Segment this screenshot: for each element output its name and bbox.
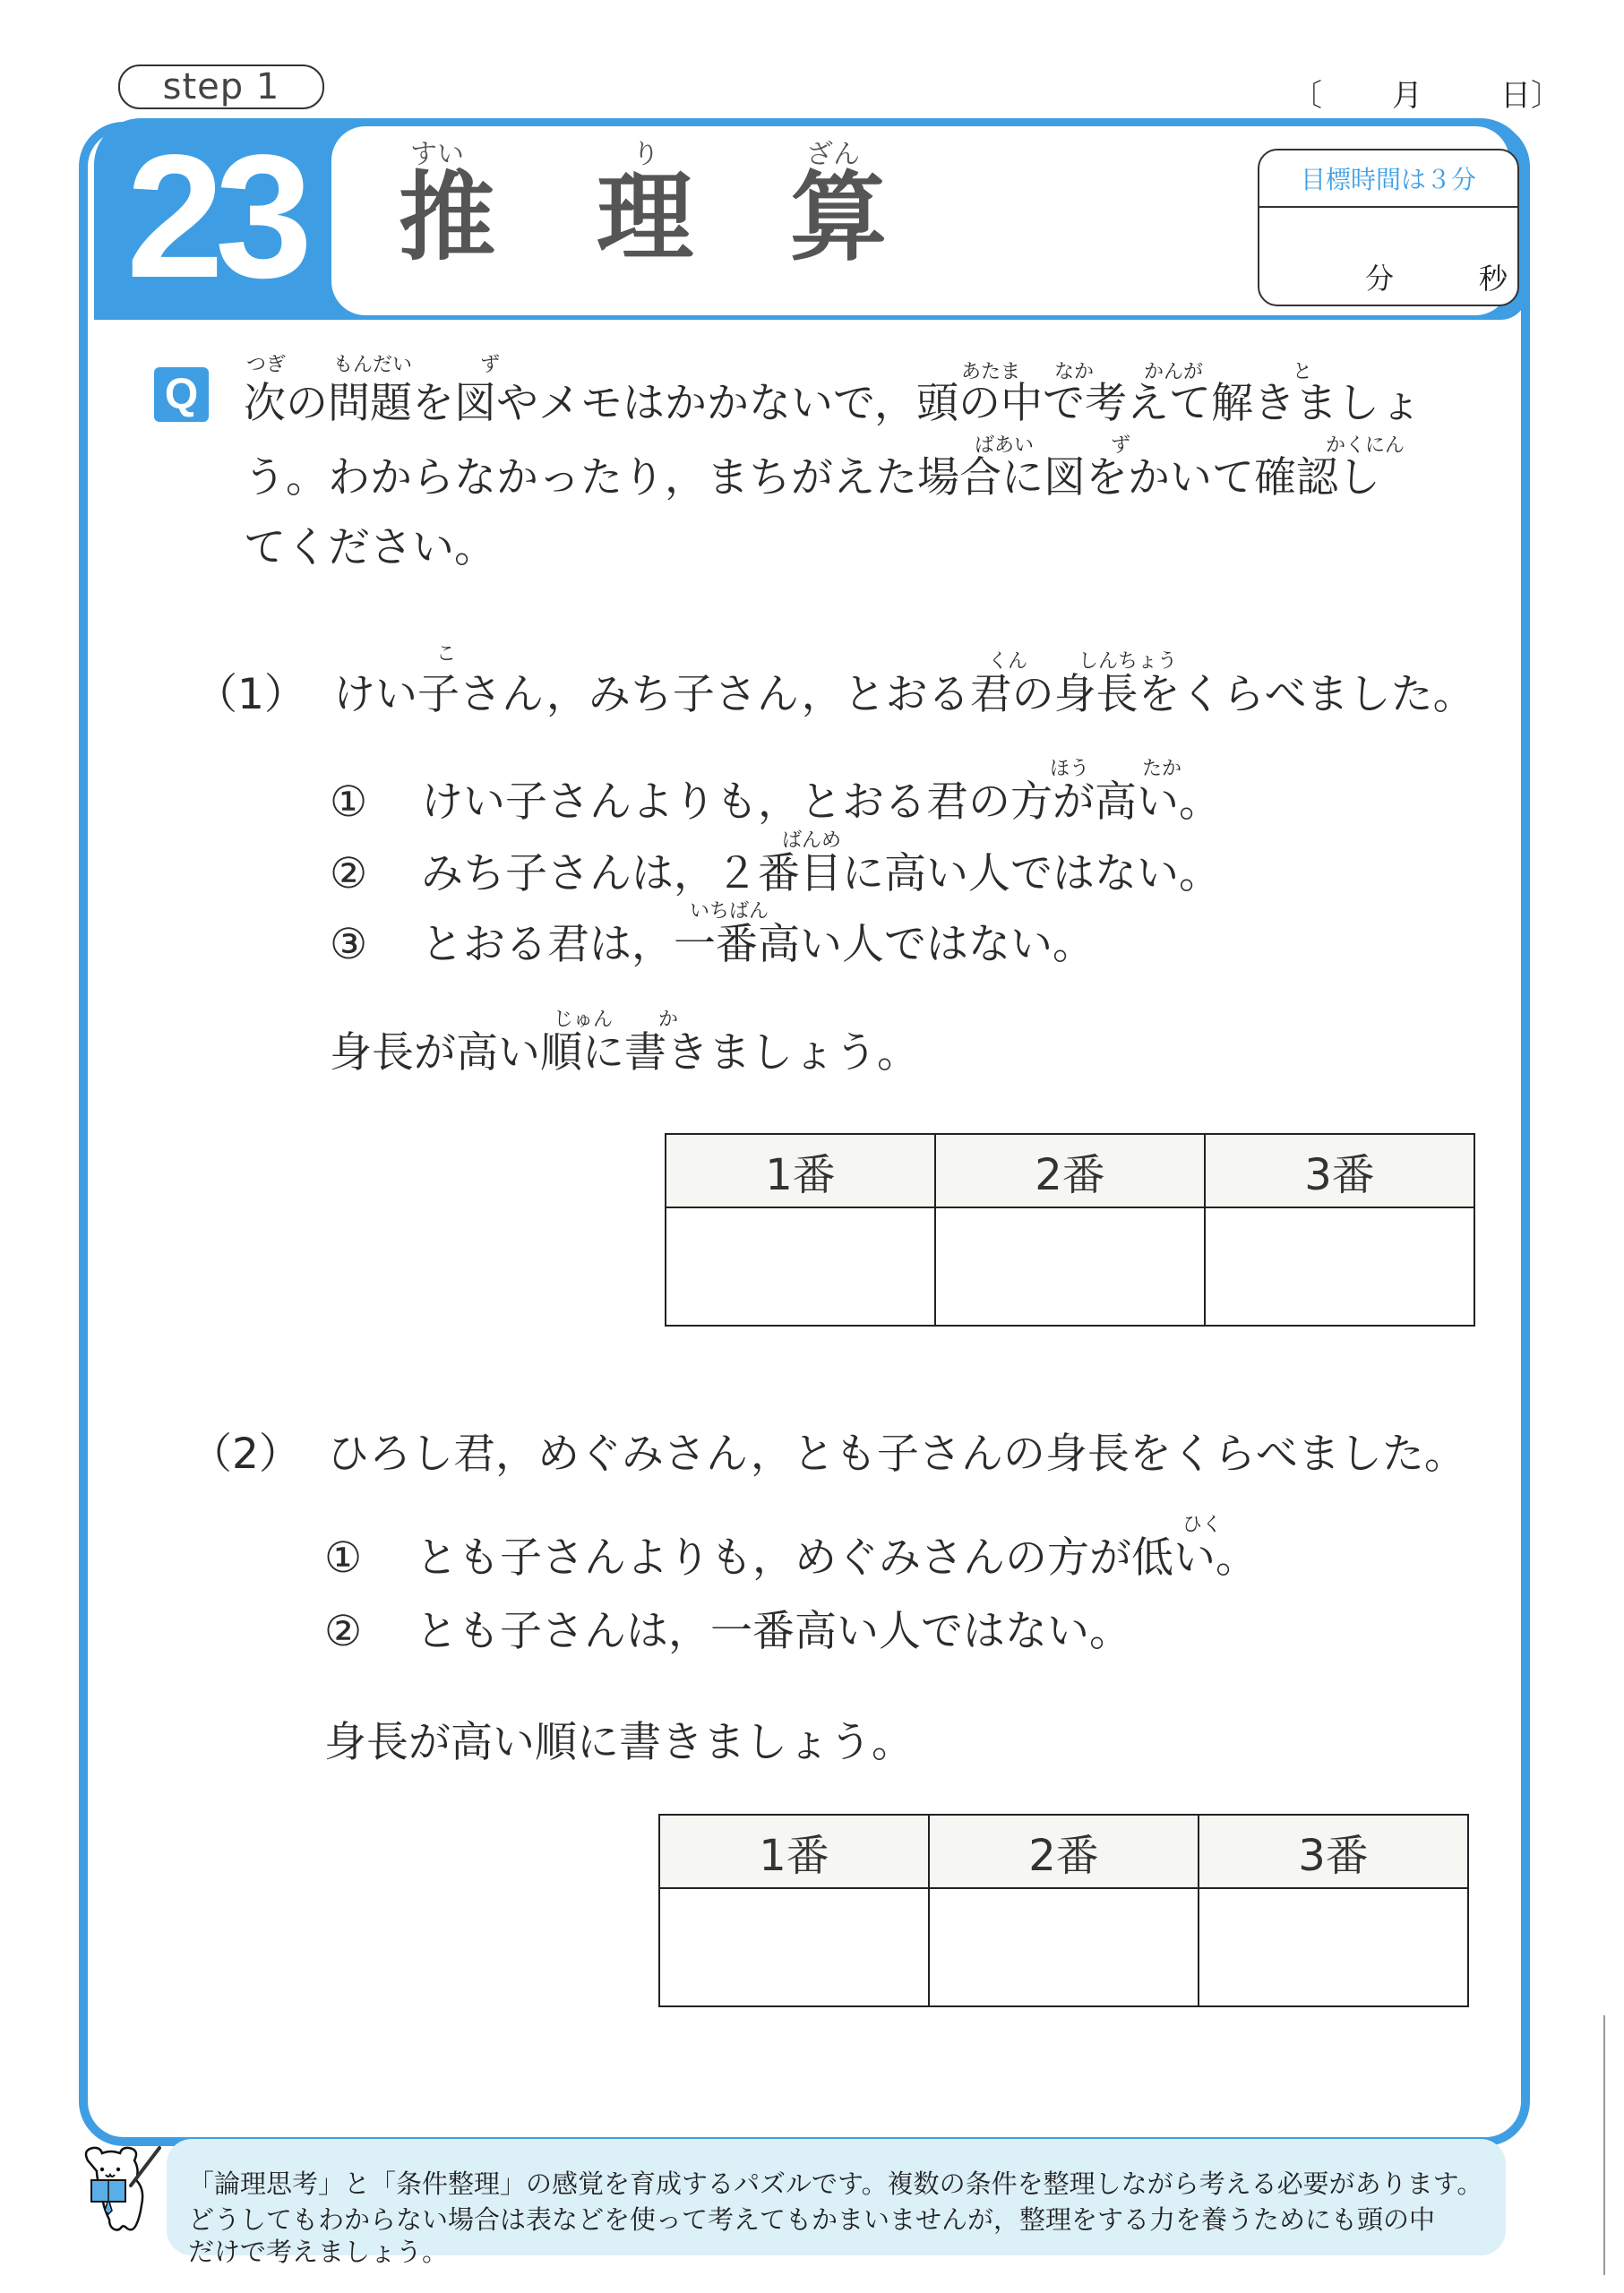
page-title-char: 理: [597, 162, 694, 274]
ruby: たか: [1142, 758, 1182, 780]
condition-marker: ②: [324, 1607, 363, 1656]
ruby: かくにん: [1326, 434, 1405, 457]
page-title-char: 算: [790, 162, 888, 274]
minutes-unit: 分: [1365, 262, 1395, 296]
table-header: 3番: [1205, 1134, 1474, 1207]
ruby: と: [1293, 361, 1313, 383]
condition-marker: ①: [324, 1533, 363, 1583]
condition-marker: ②: [330, 849, 368, 898]
footer-text: だけで考えましょう。: [188, 2237, 449, 2267]
problem-prompt: 身長が高い順に書きましょう。: [330, 1028, 919, 1078]
instruction-line: 次の問題を図やメモはかかないで，頭の中で考えて解きましょ: [244, 379, 1422, 428]
ruby: か: [658, 1009, 679, 1031]
scan-edge-divider: [1603, 2015, 1605, 2275]
target-time-label: 目標時間は３分: [1259, 150, 1517, 208]
ruby: つぎ: [246, 354, 287, 376]
lesson-number: 23: [125, 118, 304, 314]
footer-text: どうしてもわからない場合は表などを使って考えてもかまいませんが，整理をする力を養うためにも頭の中: [188, 2204, 1436, 2235]
answer-cell-1[interactable]: [666, 1207, 935, 1326]
condition-marker: ①: [330, 777, 368, 827]
ruby: しんちょう: [1078, 650, 1178, 673]
problem-statement: ひろし君，めぐみさん，とも子さんの身長をくらべました。: [327, 1430, 1466, 1479]
table-header: 2番: [929, 1815, 1199, 1888]
ruby: こ: [436, 643, 457, 666]
question-icon: Q: [154, 367, 209, 422]
ruby: いちばん: [690, 900, 769, 923]
ruby: くん: [988, 650, 1028, 673]
problem-number: （2）: [190, 1430, 301, 1479]
ruby: じゅん: [554, 1009, 614, 1031]
table-header: 3番: [1199, 1815, 1468, 1888]
condition-text: とも子さんは，一番高い人ではない。: [416, 1607, 1131, 1656]
condition-text: とも子さんよりも，めぐみさんの方が低い。: [416, 1533, 1258, 1583]
table-header: 1番: [666, 1134, 935, 1207]
condition-text: みち子さんは，２番目に高い人ではない。: [421, 849, 1221, 898]
problem-number: （1）: [195, 670, 306, 719]
answer-cell-2[interactable]: [929, 1888, 1199, 2006]
condition-text: けい子さんよりも，とおる君の方が高い。: [421, 777, 1221, 827]
target-time-box: [1258, 149, 1519, 306]
condition-text: とおる君は，一番高い人ではない。: [421, 920, 1095, 969]
condition-marker: ③: [330, 920, 368, 969]
ruby: ず: [480, 354, 501, 376]
ruby: なか: [1054, 361, 1095, 383]
problem-prompt: 身長が高い順に書きましょう。: [324, 1718, 914, 1767]
table-header: 1番: [659, 1815, 929, 1888]
ruby: ほう: [1050, 758, 1090, 780]
ruby: ひく: [1182, 1514, 1223, 1536]
table-header: 2番: [935, 1134, 1205, 1207]
seconds-unit: 秒: [1479, 262, 1508, 296]
ruby: ず: [1111, 434, 1131, 457]
instruction-line: てください。: [244, 523, 496, 572]
ruby: もんだい: [333, 354, 413, 376]
footer-text: 「論理思考」と「条件整理」の感覚を育成するパズルです。複数の条件を整理しながら考える必要があります。: [188, 2168, 1483, 2199]
problem-statement: けい子さん，みち子さん，とおる君の身長をくらべました。: [333, 670, 1475, 719]
ruby: あたま: [961, 361, 1021, 383]
bear-mascot-icon: [72, 2143, 170, 2241]
page-title-char: 推: [399, 162, 496, 274]
answer-cell-1[interactable]: [659, 1888, 929, 2006]
date-month-label: 月: [1392, 78, 1422, 114]
date-day-label: 日〕: [1500, 78, 1561, 114]
title-ruby: り: [632, 139, 659, 170]
title-ruby: すい: [410, 139, 464, 170]
date-open-bracket: 〔: [1292, 78, 1322, 114]
answer-table: [658, 1814, 1469, 2007]
answer-cell-3[interactable]: [1205, 1207, 1474, 1326]
answer-table: [665, 1133, 1475, 1327]
ruby: ばあい: [975, 434, 1035, 457]
step-label: step 1: [118, 64, 324, 109]
instruction-line: う。わからなかったり，まちがえた場合に図をかいて確認し: [244, 453, 1380, 502]
answer-cell-3[interactable]: [1199, 1888, 1468, 2006]
ruby: かんが: [1144, 361, 1204, 383]
ruby: ばんめ: [782, 829, 842, 852]
title-ruby: ざん: [806, 139, 860, 170]
answer-cell-2[interactable]: [935, 1207, 1205, 1326]
